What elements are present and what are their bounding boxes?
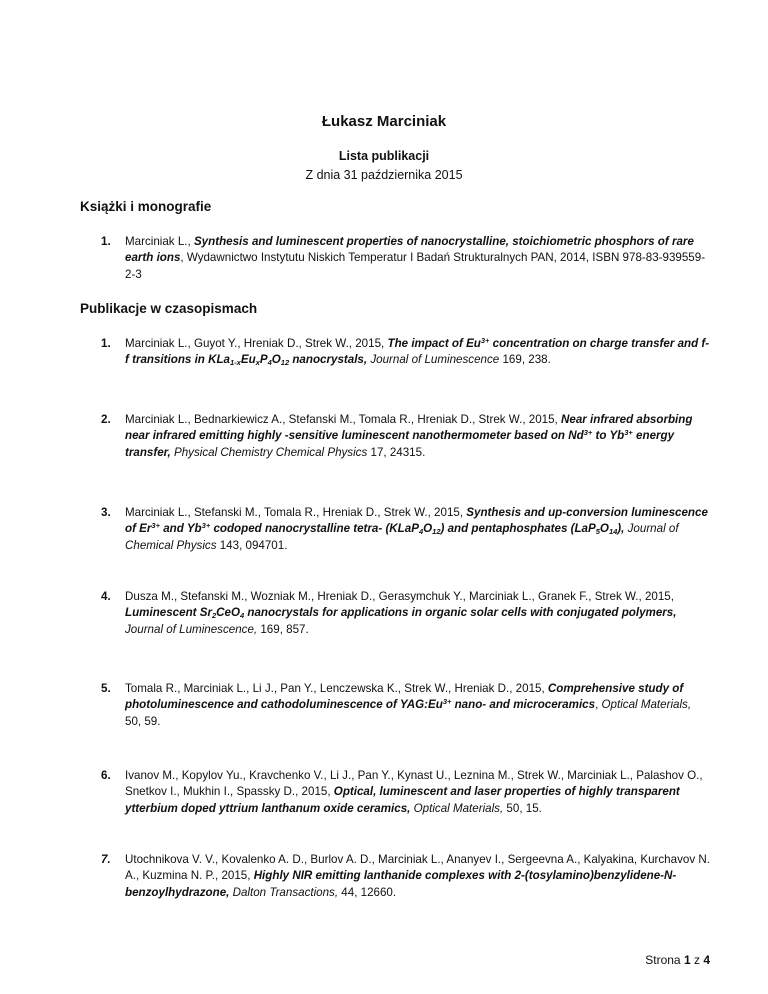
entry-text: Marciniak L., Bednarkiewicz A., Stefanski M., Tomala R., Hreniak D., Strek W., 2015, Near infrared absorbing near infrared emitting highly -sensitive luminescent nanothermometer based on $Nd^{3+}$ to $Yb^{3+}$ energy transfer, Physical Chemistry Chemical Physics 17, 24315. [125,413,693,459]
document-date: Z dnia 31 października 2015 [305,168,463,182]
page-footer: Strona 1 z 4 [645,953,710,967]
journal-entry-5 [80,681,710,730]
entry-text: Tomala R., Marciniak L., Li J., Pan Y., Lenczewska K., Strek W., Hreniak D., 2015, Comprehensive study of photoluminescence and cathodoluminescence of $YAG:Eu^{3+}$ nano- and microceramics, Optical Materials, 50, 59. [125,682,692,728]
document-subtitle: Lista publikacji [338,149,430,163]
entry-number: 5. [101,682,111,695]
entry-number: 3. [101,506,111,519]
entry-text: Marciniak L., Synthesis and luminescent properties of nanocrystalline, stoichiometric phosphors of rare earth ions, Wydawnictwo Instytutu Niskich Temperatur I Badań Strukturalnych PAN, 2014, ISBN 978-83-939559-2-3 [125,235,706,281]
journal-entry-3 [80,505,710,554]
entry-text: Ivanov M., Kopylov Yu., Kravchenko V., Li J., Pan Y., Kynast U., Leznina M., Strek W., Marciniak L., Palashov O., Snetkov I., Mukhin I., Spassky D., 2015, Optical, luminescent and laser properties of highly transparent ytterbium doped yttrium lanthanum oxide ceramics, Optical Materials, 50, 15. [125,769,703,815]
entry-number: 1. [101,235,111,248]
entry-number: 4. [101,590,111,603]
journal-entry-2 [80,412,710,461]
entry-text: Marciniak L., Guyot Y., Hreniak D., Strek W., 2015, The impact of $Eu^{3+}$ concentration on charge transfer and f-f transitions in $KLa_{1-x}Eu_xP_4O_{12}$ nanocrystals, Journal of Luminescence 169, 238. [125,336,710,368]
book-entry-1 [80,234,710,283]
entry-text: Dusza M., Stefanski M., Wozniak M., Hreniak D., Gerasymchuk Y., Marciniak L., Granek F., Strek W., 2015, Luminescent $Sr_2CeO_4$ nanocrystals for applications in organic solar cells with conjugated polymers, Journal of Luminescence, 169, 857. [125,590,677,636]
journal-entry-4 [80,589,710,638]
entry-number: 7. [101,853,111,866]
journal-entry-6 [80,768,710,817]
journal-entry-1 [80,336,710,369]
entry-number: 2. [101,413,111,426]
entry-text: Utochnikova V. V., Kovalenko A. D., Burlov A. D., Marciniak L., Ananyev I., Sergeevna A., Kalyakina, Kurchavov N. A., Kuzmina N. P., 2015, Highly NIR emitting lanthanide complexes with 2-(tosylamino)benzylidene-N-benzoylhydrazone, Dalton Transactions, 44, 12660. [125,853,710,899]
section-heading-books: Książki i monografie [80,199,212,214]
author-name: Łukasz Marciniak [321,113,447,130]
entry-number: 6. [101,769,111,782]
entry-text: Marciniak L., Stefanski M., Tomala R., Hreniak D., Strek W., 2015, Synthesis and up-conversion luminescence of $Er^{3+}$ and $Yb^{3+}$ codoped nanocrystalline tetra- $(KLaP_4O_{12})$ and pentaphosphates $(LaP_5O_{14})$, Journal of Chemical Physics 143, 094701. [125,506,708,552]
journal-entry-7 [80,852,710,901]
entry-number: 1. [101,337,111,350]
section-heading-journals: Publikacje w czasopismach [80,301,258,316]
